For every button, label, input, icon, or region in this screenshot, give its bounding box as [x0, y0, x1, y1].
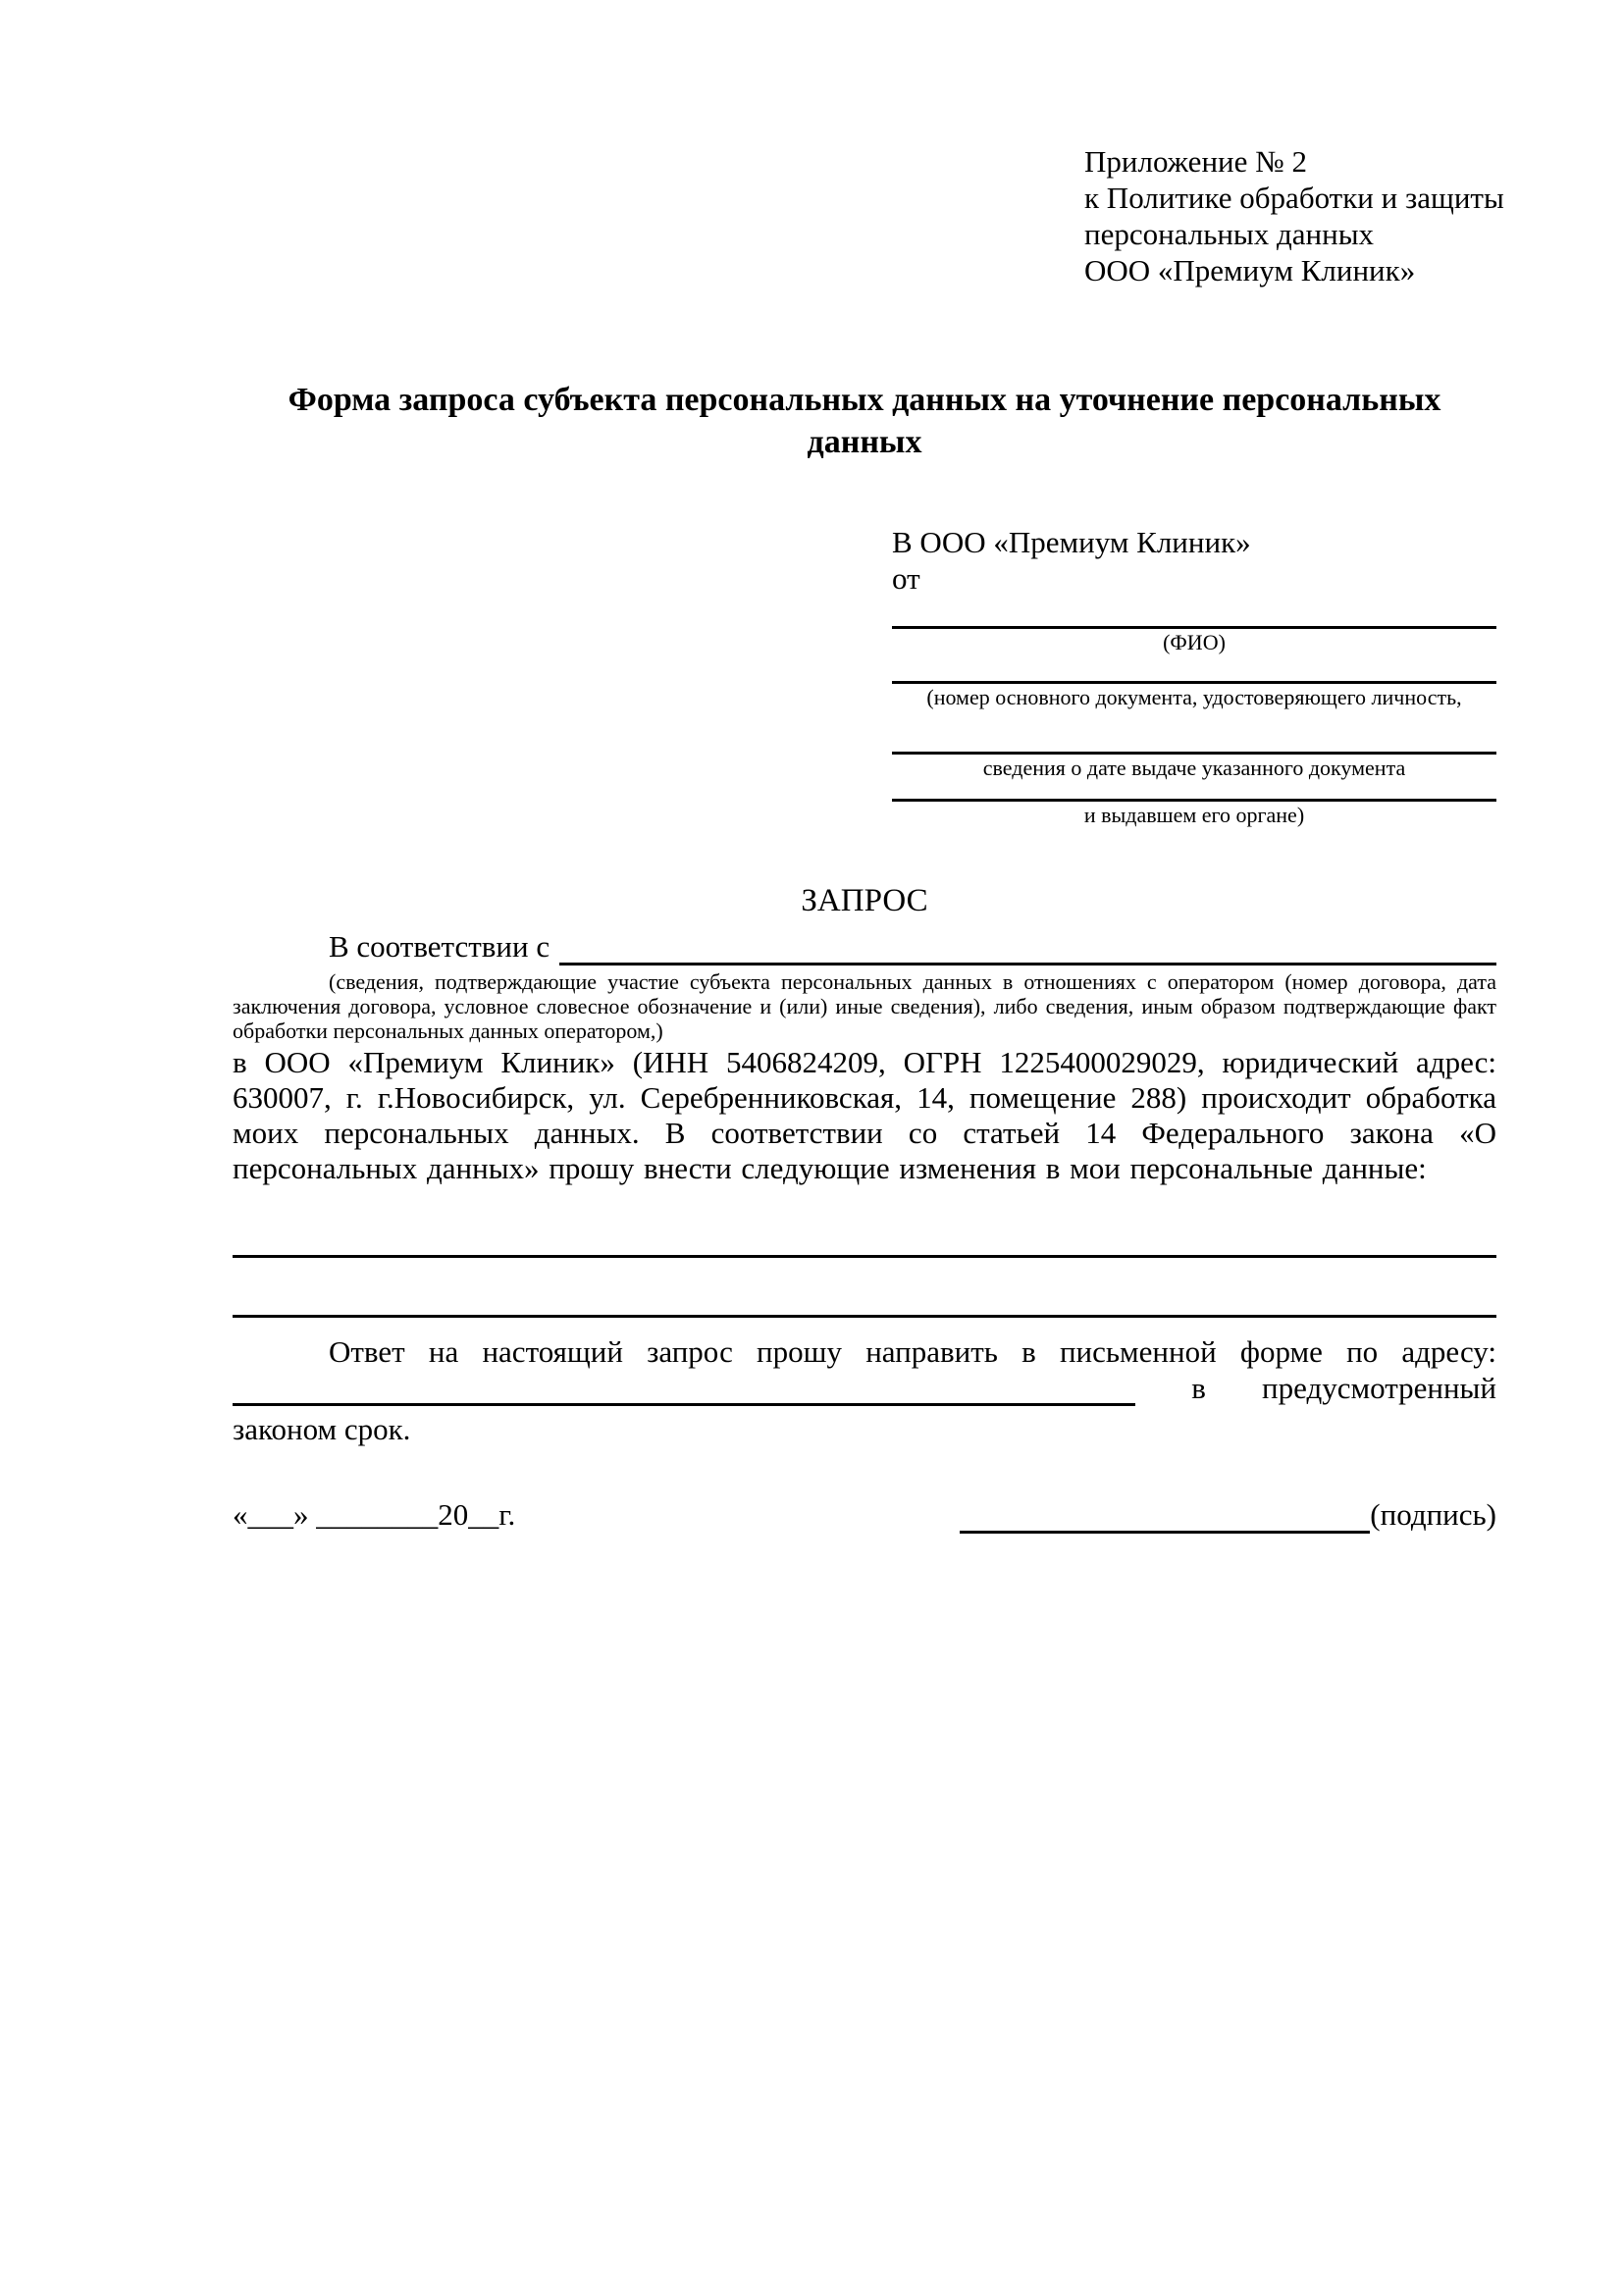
response-sentence-end: законом срок. [233, 1412, 411, 1446]
accordance-note: (сведения, подтверждающие участие субъекта персональных данных в отношениях с оператором (номер договора, дата заключения договора, условное словесное обозначение и (или) иные сведения), либо сведения, иным образом подтверждающие факт обработки персональных данных оператором,) [233, 969, 1496, 1043]
fio-blank-line [892, 597, 1496, 629]
changes-blank-line-2 [233, 1258, 1496, 1318]
body-paragraph: в ООО «Премиум Клиник» (ИНН 5406824209, ОГРН 1225400029029, юридический адрес: 630007, г. г.Новосибирск, ул. Серебренниковская, 14, помещение 288) происходит обработка моих персональных данных. В соответствии со статьей 14 Федерального закона «О персональных данных» прошу внести следующие изменения в мои персональные данные: [233, 1045, 1496, 1185]
addressee-to: В ООО «Премиум Клиник» [892, 525, 1251, 559]
issue-date-caption: сведения о дате выдаче указанного документа [982, 756, 1406, 780]
response-word-v: в [1191, 1371, 1206, 1405]
signature-group [960, 1496, 1496, 1534]
document-title: Форма запроса субъекта персональных данных на уточнение персональных данных [288, 382, 1441, 460]
issuing-authority-blank-line [892, 781, 1496, 802]
date-signature-row [233, 1496, 1496, 1534]
document-number-caption: (номер основного документа, удостоверяющего личность, [926, 685, 1462, 709]
changes-blank-line-1 [233, 1216, 1496, 1258]
appendix-note-line: Приложение № 2 [1084, 144, 1307, 179]
issuing-authority-caption: и выдавшем его органе) [1083, 803, 1305, 827]
accordance-line [233, 928, 1496, 965]
addressee-from-label: от [892, 561, 920, 596]
accordance-label: В соответствии с [329, 929, 550, 964]
document-number-blank-line [892, 655, 1496, 684]
response-address-row [233, 1370, 1496, 1406]
response-sentence: Ответ на настоящий запрос прошу направить в письменной форме по адресу: [329, 1334, 1496, 1369]
appendix-note [1084, 143, 1504, 288]
appendix-note-line: к Политике обработки и защиты [1084, 181, 1504, 215]
date-blank-text: «___» ________20__г. [233, 1497, 516, 1532]
issue-date-blank-line [892, 710, 1496, 755]
request-heading: ЗАПРОС [801, 883, 928, 918]
appendix-note-line: персональных данных [1084, 217, 1375, 251]
signature-blank-line [960, 1499, 1370, 1534]
response-word-predusmotrenny: предусмотренный [1262, 1371, 1496, 1405]
address-blank-line [233, 1374, 1135, 1406]
accordance-blank-line [559, 931, 1496, 965]
signature-caption: (подпись) [1370, 1497, 1496, 1532]
addressee-block [892, 524, 1496, 828]
appendix-note-line: ООО «Премиум Клиник» [1084, 253, 1416, 287]
fio-caption: (ФИО) [1163, 630, 1226, 654]
